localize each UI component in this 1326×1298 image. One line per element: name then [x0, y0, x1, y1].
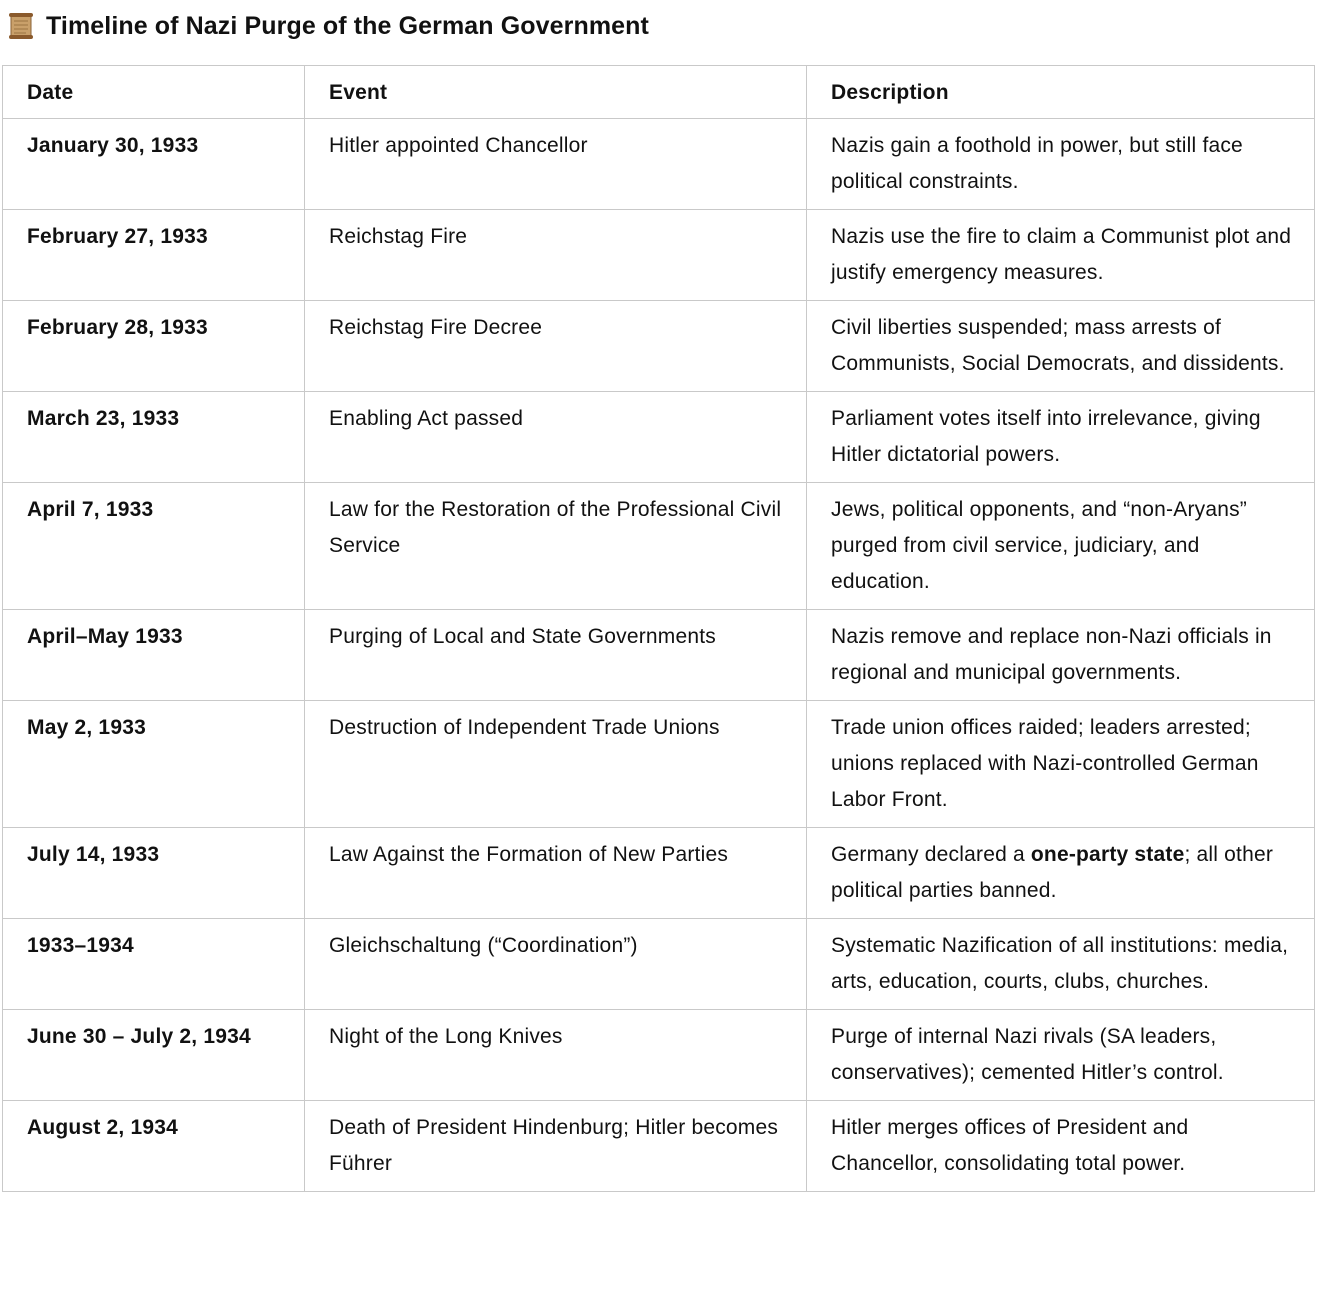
column-header-description: Description: [807, 66, 1315, 119]
date-cell: March 23, 1933: [3, 392, 305, 483]
description-cell: Trade union offices raided; leaders arrested; unions replaced with Nazi-controlled German Labor Front.: [807, 701, 1315, 828]
date-cell: January 30, 1933: [3, 119, 305, 210]
description-cell: Nazis gain a foothold in power, but still face political constraints.: [807, 119, 1315, 210]
table-row: [3, 483, 1315, 610]
date-cell: April–May 1933: [3, 610, 305, 701]
page-title: Timeline of Nazi Purge of the German Government: [46, 11, 649, 40]
date-cell: June 30 – July 2, 1934: [3, 1010, 305, 1101]
timeline-table: [2, 65, 1315, 1192]
event-cell: Enabling Act passed: [305, 392, 807, 483]
scroll-icon: [6, 11, 36, 41]
column-header-date: Date: [3, 66, 305, 119]
description-text: Germany declared a: [831, 843, 1031, 866]
date-cell: August 2, 1934: [3, 1101, 305, 1192]
description-cell: Parliament votes itself into irrelevance, giving Hitler dictatorial powers.: [807, 392, 1315, 483]
description-text: ; all other political parties banned.: [831, 843, 1274, 902]
description-emphasis: one-party state: [1030, 843, 1185, 866]
table-row: [3, 828, 1315, 919]
description-cell: Civil liberties suspended; mass arrests of Communists, Social Democrats, and dissidents.: [807, 301, 1315, 392]
event-cell: Destruction of Independent Trade Unions: [305, 701, 807, 828]
table-row: [3, 301, 1315, 392]
description-cell: [807, 828, 1315, 919]
event-cell: Reichstag Fire: [305, 210, 807, 301]
table-row: [3, 610, 1315, 701]
event-cell: Law for the Restoration of the Professional Civil Service: [305, 483, 807, 610]
event-cell: Death of President Hindenburg; Hitler becomes Führer: [305, 1101, 807, 1192]
description-cell: Nazis use the fire to claim a Communist plot and justify emergency measures.: [807, 210, 1315, 301]
date-cell: April 7, 1933: [3, 483, 305, 610]
table-row: [3, 119, 1315, 210]
table-row: [3, 919, 1315, 1010]
table-row: [3, 701, 1315, 828]
description-cell: Nazis remove and replace non-Nazi officials in regional and municipal governments.: [807, 610, 1315, 701]
event-cell: Purging of Local and State Governments: [305, 610, 807, 701]
table-row: [3, 1101, 1315, 1192]
date-cell: February 28, 1933: [3, 301, 305, 392]
event-cell: Night of the Long Knives: [305, 1010, 807, 1101]
description-cell: Systematic Nazification of all institutions: media, arts, education, courts, clubs, churches.: [807, 919, 1315, 1010]
date-cell: February 27, 1933: [3, 210, 305, 301]
event-cell: Law Against the Formation of New Parties: [305, 828, 807, 919]
table-row: [3, 1010, 1315, 1101]
column-header-event: Event: [305, 66, 807, 119]
description-cell: Jews, political opponents, and “non-Aryans” purged from civil service, judiciary, and education.: [807, 483, 1315, 610]
event-cell: Hitler appointed Chancellor: [305, 119, 807, 210]
date-cell: July 14, 1933: [3, 828, 305, 919]
table-row: [3, 210, 1315, 301]
event-cell: Reichstag Fire Decree: [305, 301, 807, 392]
table-header-row: [3, 66, 1315, 119]
event-cell: Gleichschaltung (“Coordination”): [305, 919, 807, 1010]
description-cell: Purge of internal Nazi rivals (SA leaders, conservatives); cemented Hitler’s control.: [807, 1010, 1315, 1101]
date-cell: May 2, 1933: [3, 701, 305, 828]
page-heading: [6, 8, 649, 44]
date-cell: 1933–1934: [3, 919, 305, 1010]
table-row: [3, 392, 1315, 483]
description-cell: Hitler merges offices of President and Chancellor, consolidating total power.: [807, 1101, 1315, 1192]
